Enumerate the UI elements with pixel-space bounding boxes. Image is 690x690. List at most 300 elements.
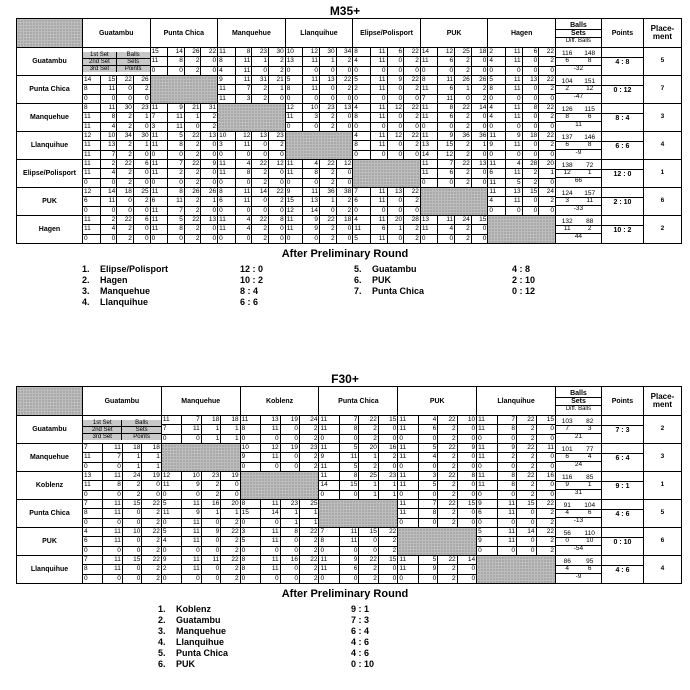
score-value: 2 [359, 425, 378, 433]
score-value: 0 [415, 122, 419, 130]
score-value: 2 [313, 565, 318, 573]
score-value: 11 [261, 537, 280, 545]
set-row [241, 528, 319, 537]
match-cell [398, 556, 477, 584]
score-value: 0 [286, 95, 304, 103]
score-value: 0 [168, 235, 185, 243]
score-value: 0 [471, 434, 476, 442]
score-value: 4 [353, 216, 371, 224]
set-row [421, 169, 488, 178]
score-value: 0 [421, 235, 439, 243]
set-row [218, 197, 285, 206]
score-value: 9 [168, 104, 185, 112]
score-value: 7 [162, 425, 182, 433]
score-value: 7 [236, 85, 253, 93]
score-value: 22 [546, 47, 554, 55]
score-value: 0 [182, 575, 201, 583]
score-value: 11 [261, 565, 280, 573]
score: 9 : 1 [351, 604, 370, 614]
match-cell [161, 528, 240, 556]
score-value: 2 [252, 225, 269, 233]
score-value: 2 [212, 122, 217, 130]
match-cell [488, 160, 556, 188]
points-stack [602, 509, 643, 519]
match-scores [286, 104, 353, 131]
balls-row [556, 79, 601, 87]
set-row [353, 225, 420, 234]
score-value: 11 [83, 169, 101, 177]
team-name: Elipse/Polisport [100, 264, 169, 274]
match-cell [353, 48, 421, 76]
set-row [353, 188, 420, 197]
score-value: 13 [286, 57, 304, 65]
match-scores [83, 104, 150, 131]
score-value: 1 [235, 434, 239, 442]
self-match-cell [150, 76, 218, 104]
set-row [398, 416, 476, 425]
set-row [218, 169, 285, 178]
match-cell [285, 188, 353, 216]
score-value: 4 [236, 216, 253, 224]
score-value: 15 [467, 499, 476, 507]
score-value: 2 [235, 546, 239, 554]
score-value: 0 [398, 575, 418, 583]
score-value: 22 [310, 555, 318, 563]
diff-balls: 66 [574, 176, 583, 184]
rank: 4. [82, 297, 90, 307]
self-match-cell [83, 48, 151, 76]
score-value: 2 [455, 67, 472, 75]
self-match-cell [420, 188, 488, 216]
score-value: 10 [123, 528, 142, 536]
score-value: 6 [144, 215, 149, 223]
score-value: 11 [182, 565, 201, 573]
score-value: 2 [347, 197, 352, 205]
score-value: 11 [218, 225, 236, 233]
score-value: 4 [506, 160, 523, 168]
score-value: 23 [281, 500, 300, 508]
rank: 1. [82, 264, 90, 274]
balls-against: 104 [584, 501, 596, 509]
score-value: 0 [103, 463, 122, 471]
score-value: 0 [280, 206, 284, 214]
column-header-team: PUK [398, 387, 477, 416]
balls-sets-values [556, 475, 601, 497]
match-cell [285, 216, 353, 244]
score-value: 11 [506, 141, 523, 149]
score-value: 0 [398, 519, 418, 527]
score-value: 0 [471, 490, 476, 498]
match-cell [240, 556, 319, 584]
score-value: 0 [123, 575, 142, 583]
score-value: 2 [252, 179, 269, 187]
score-value: 2 [252, 169, 269, 177]
team-row [17, 104, 682, 132]
score-value: 2 [101, 216, 118, 224]
team-name: Llanquihue [100, 297, 148, 307]
balls-sets-header [555, 19, 601, 48]
row-header-team: Guatambu [17, 48, 83, 76]
match-scores [83, 528, 161, 555]
score-value: 0 [212, 178, 217, 186]
score-value: 1 [320, 197, 337, 205]
column-header-team: Guatambu [83, 19, 151, 48]
score-value: 0 [392, 425, 397, 433]
diff-row [556, 66, 601, 73]
score-value: 12 [261, 444, 280, 452]
score-value: 15 [340, 481, 359, 489]
score-value: 22 [344, 75, 352, 83]
sets-lost: 6 [587, 509, 592, 517]
score-value: 0 [280, 225, 284, 233]
balls-sets-values [556, 163, 601, 185]
match-scores [421, 104, 488, 131]
score-value: 11 [101, 104, 118, 112]
score-value: 20 [388, 216, 405, 224]
score-value: 23 [320, 104, 337, 112]
score-value: 0 [212, 169, 217, 177]
score-value: 0 [168, 67, 185, 75]
balls-against: 148 [584, 49, 596, 57]
score-value: 19 [281, 416, 300, 424]
set-row [218, 160, 285, 169]
set-row [151, 179, 218, 187]
score-value: 0 [550, 434, 554, 442]
score-value: 18 [344, 215, 352, 223]
balls-for: 116 [562, 49, 573, 57]
legend-row [83, 427, 161, 434]
score-value: 0 [319, 491, 339, 499]
score-value: 11 [421, 132, 439, 140]
score-value: 0 [218, 179, 236, 187]
match-cell [353, 76, 421, 104]
balls-sets-values [556, 51, 601, 73]
score-value: 2 [185, 151, 202, 159]
score-value: 1 [392, 481, 397, 489]
score-value: 20 [546, 159, 554, 167]
score-value: 0 [144, 122, 149, 130]
match-cell [83, 104, 151, 132]
score-value: 11 [371, 57, 388, 65]
score-value: 0 [488, 123, 506, 131]
balls-for: 86 [563, 557, 571, 565]
set-row [421, 95, 488, 103]
score-value: 0 [523, 67, 540, 75]
score-value: 6 [218, 197, 236, 205]
score-value: 0 [103, 575, 122, 583]
score-value: 1 [313, 509, 318, 517]
balls-row [556, 135, 601, 143]
score-value: 2 [438, 453, 457, 461]
set-row [488, 113, 555, 122]
score-value: 1 [156, 462, 160, 470]
score-value: 0 [523, 57, 540, 65]
score-value: 8 [280, 215, 284, 223]
score-value: 0 [388, 123, 405, 131]
set-row [83, 132, 150, 141]
score-value: 6 [371, 225, 388, 233]
match-scores [421, 160, 488, 187]
points-cell [601, 416, 643, 444]
set-row [286, 113, 353, 122]
score-value: 24 [546, 187, 554, 195]
score-value: 7 [438, 160, 455, 168]
score-value: 0 [477, 547, 497, 555]
points-cell [601, 132, 643, 160]
score-value: 0 [241, 519, 261, 527]
score: 4 : 6 [351, 637, 370, 647]
placement-value: 2 [643, 216, 681, 244]
standings-row [82, 275, 300, 286]
score-value: 18 [479, 47, 487, 55]
points-stack [602, 565, 643, 575]
score-value: 18 [123, 444, 142, 452]
score-value: 2 [235, 565, 239, 573]
score-value: 1 [550, 169, 554, 177]
score-value: 11 [398, 416, 418, 424]
diff-balls: -13 [573, 516, 584, 524]
score-value: 5 [168, 132, 185, 140]
set-row [241, 463, 319, 471]
score-value: 11 [506, 48, 523, 56]
score-value: 34 [344, 47, 352, 55]
set-row [488, 85, 555, 94]
score-value: 8 [498, 425, 517, 433]
score-value: 0 [241, 435, 261, 443]
score-value: 0 [550, 490, 554, 498]
team-row [17, 444, 682, 472]
score-value: 11 [261, 453, 280, 461]
score-value: 8 [319, 537, 339, 545]
score-value: 22 [117, 216, 134, 224]
score-value: 11 [438, 95, 455, 103]
score-value: 13 [344, 103, 352, 111]
score-value: 11 [236, 67, 253, 75]
set-row [488, 67, 555, 75]
self-match-cell [353, 160, 421, 188]
score-value: 12 [303, 48, 320, 56]
legend-set-label: 3rd Set [83, 66, 117, 72]
score: 0 : 10 [351, 659, 375, 669]
set-row [319, 453, 397, 462]
score-value: 21 [185, 104, 202, 112]
score-value: 0 [241, 547, 261, 555]
points-cell [601, 48, 643, 76]
score-value: 0 [523, 151, 540, 159]
row-header-team: Guatambu [17, 416, 83, 444]
score-value: 4 [83, 528, 103, 536]
score-value: 11 [488, 160, 506, 168]
score-value: 2 [359, 435, 378, 443]
match-cell [83, 188, 151, 216]
set-row [488, 76, 555, 85]
score-value: 11 [218, 169, 236, 177]
sets-won: 6 [565, 57, 569, 65]
self-match-cell [161, 444, 240, 472]
set-row [151, 67, 218, 75]
set-row [83, 160, 150, 169]
score-value: 0 [438, 123, 455, 131]
sets-lost: 8 [587, 57, 592, 65]
score-value: 6 [83, 197, 101, 205]
match-scores [477, 444, 555, 471]
balls-header: Balls [556, 390, 601, 398]
score: 8 : 4 [240, 286, 259, 296]
score-value: 11 [506, 113, 523, 121]
score-value: 7 [182, 416, 201, 424]
score-value: 2 [455, 113, 472, 121]
score-value: 8 [340, 425, 359, 433]
row-header-team: PUK [17, 188, 83, 216]
score-value: 0 [162, 435, 182, 443]
score-value: 0 [202, 537, 221, 545]
set-row [477, 435, 555, 443]
score-value: 22 [455, 160, 472, 168]
match-scores [218, 48, 285, 75]
score: 6 : 4 [351, 626, 370, 636]
match-scores [151, 160, 218, 187]
score-value: 11 [103, 556, 122, 564]
set-row [241, 519, 319, 527]
score-value: 0 [359, 537, 378, 545]
results-table-f30 [16, 386, 682, 584]
score-value: 24 [123, 472, 142, 480]
score-value: 1 [455, 85, 472, 93]
score-value: 0 [550, 122, 554, 130]
score-value: 0 [477, 463, 497, 471]
score-value: 11 [506, 197, 523, 205]
match-scores [477, 472, 555, 499]
score-value: 2 [438, 575, 457, 583]
score-value: 2 [438, 509, 457, 517]
score-value: 2 [252, 235, 269, 243]
match-cell [83, 76, 151, 104]
column-header-team: Punta Chica [319, 387, 398, 416]
legend-row [83, 66, 150, 72]
diff-header: Diff. Balls [565, 38, 592, 44]
score-value: 9 [340, 556, 359, 564]
score-value: 0 [103, 519, 122, 527]
score-value: 20 [359, 444, 378, 452]
score-value: 2 [144, 85, 149, 93]
score-value: 22 [152, 499, 160, 507]
team-row [17, 188, 682, 216]
score-value: 11 [162, 509, 182, 517]
match-cell [285, 160, 353, 188]
match-cell [83, 160, 151, 188]
score-value: 34 [117, 132, 134, 140]
score-value: 3 [241, 528, 261, 536]
score-value: 11 [236, 76, 253, 84]
score-value: 2 [517, 491, 536, 499]
score-value: 11 [398, 556, 418, 564]
score-value: 1 [185, 113, 202, 121]
score-value: 0 [83, 235, 101, 243]
score-value: 0 [347, 178, 352, 186]
score-value: 0 [517, 509, 536, 517]
score-value: 26 [455, 76, 472, 84]
score-value: 9 [498, 444, 517, 452]
score-value: 8 [498, 481, 517, 489]
score-value: 0 [123, 519, 142, 527]
rank: 1. [158, 604, 166, 614]
score-value: 0 [236, 235, 253, 243]
score-value: 1 [202, 509, 221, 517]
score-value: 2 [123, 481, 142, 489]
score-value: 6 [523, 48, 540, 56]
diff-row [556, 234, 601, 241]
score-value: 0 [162, 519, 182, 527]
set-row [218, 225, 285, 234]
score-value: 0 [261, 547, 280, 555]
score-value: 1 [252, 57, 269, 65]
rank: 4. [158, 637, 166, 647]
set-row [286, 169, 353, 178]
score-value: 0 [498, 435, 517, 443]
score-value: 11 [151, 188, 169, 196]
score-value: 22 [208, 47, 217, 55]
score-value: 2 [498, 453, 517, 461]
match-scores [241, 556, 319, 583]
match-scores [162, 528, 240, 555]
score-value: 9 [303, 225, 320, 233]
match-scores [286, 160, 353, 187]
score-value: 15 [479, 215, 487, 223]
score-value: 2 [550, 518, 554, 526]
balls-sets-values [556, 219, 601, 241]
team-name: Koblenz [176, 604, 211, 614]
standings-row [82, 286, 300, 297]
score-value: 2 [320, 225, 337, 233]
score-value: 11 [398, 453, 418, 461]
match-cell [218, 188, 286, 216]
set-row [162, 472, 240, 481]
score-value: 5 [168, 216, 185, 224]
column-header-team: Manquehue [161, 387, 240, 416]
score-value: 22 [438, 500, 457, 508]
score-value: 11 [83, 123, 101, 131]
score-value: 15 [101, 76, 118, 84]
match-scores [319, 528, 397, 555]
match-scores [477, 416, 555, 443]
set-legend [83, 52, 150, 72]
score-value: 8 [218, 188, 236, 196]
standings-row [158, 615, 411, 626]
points-cell [601, 76, 643, 104]
set-row [218, 132, 285, 141]
balls-sets-header-stack [556, 390, 601, 412]
standings-row [354, 286, 572, 297]
score-value: 0 [340, 435, 359, 443]
score-value: 14 [421, 151, 439, 159]
balls-for: 138 [561, 161, 573, 169]
match-scores [83, 556, 161, 583]
score-value: 0 [117, 95, 134, 103]
score-value: 0 [212, 141, 217, 149]
team-name: Llanquihue [176, 637, 224, 647]
set-row [162, 519, 240, 527]
set-row [398, 500, 476, 509]
set-legend [83, 420, 161, 440]
score-value: 0 [419, 575, 438, 583]
set-row [488, 169, 555, 178]
placement-value: 7 [643, 76, 681, 104]
team-row [17, 216, 682, 244]
score-value: 0 [419, 491, 438, 499]
score-value: 9 [218, 76, 236, 84]
score-value: 0 [212, 234, 217, 242]
score-value: 11 [303, 76, 320, 84]
